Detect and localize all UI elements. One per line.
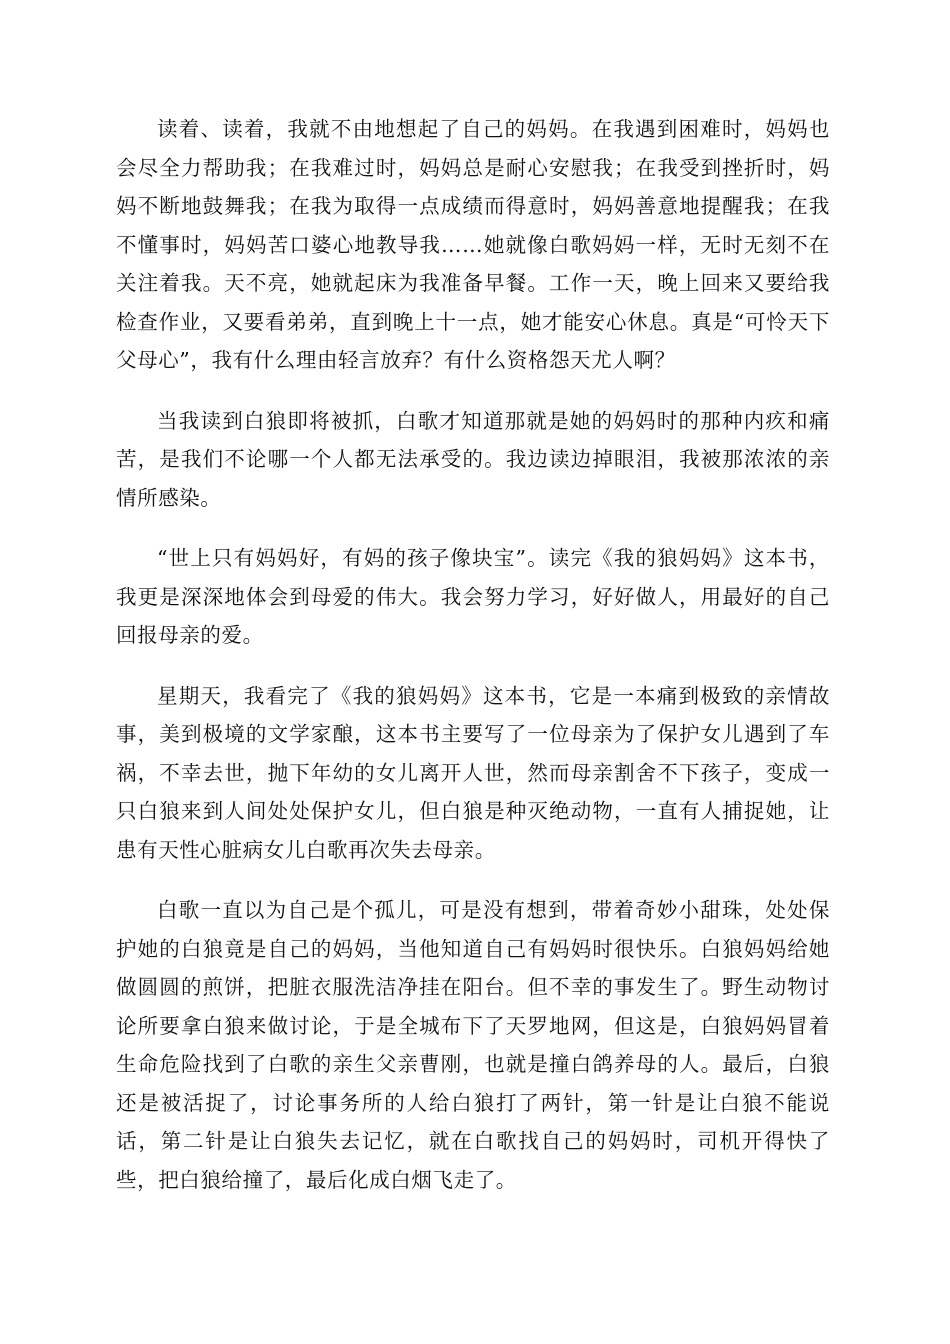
paragraph-2: 当我读到白狼即将被抓，白歌才知道那就是她的妈妈时的那种内疚和痛苦，是我们不论哪一个人都无法承受的。我边读边掉眼泪，我被那浓浓的亲情所感染。 <box>116 408 830 510</box>
paragraph-5: 白歌一直以为自己是个孤儿，可是没有想到，带着奇妙小甜珠，处处保护她的白狼竟是自己的妈妈，当他知道自己有妈妈时很快乐。白狼妈妈给她做圆圆的煎饼，把脏衣服洗洁净挂在阳台。但不幸的事发生了。野生动物讨论所要拿白狼来做讨论，于是全城布下了天罗地网，但这是，白狼妈妈冒着生命危险找到了白歌的亲生父亲曹刚，也就是撞白鸽养母的人。最后，白狼还是被活捉了，讨论事务所的人给白狼打了两针，第一针是让白狼不能说话，第二针是让白狼失去记忆，就在白歌找自己的妈妈时，司机开得快了些，把白狼给撞了，最后化成白烟飞走了。 <box>116 898 830 1192</box>
document-body <box>116 110 830 1221</box>
paragraph-1: 读着、读着，我就不由地想起了自己的妈妈。在我遇到困难时，妈妈也会尽全力帮助我；在我难过时，妈妈总是耐心安慰我；在我受到挫折时，妈妈不断地鼓舞我；在我为取得一点成绩而得意时，妈妈善意地提醒我；在我不懂事时，妈妈苦口婆心地教导我……她就像白歌妈妈一样，无时无刻不在关注着我。天不亮，她就起床为我准备早餐。工作一天，晚上回来又要给我检查作业，又要看弟弟，直到晚上十一点，她才能安心休息。真是“可怜天下父母心”，我有什么理由轻言放弃？有什么资格怨天尤人啊？ <box>116 117 830 372</box>
paragraph-4: 星期天，我看完了《我的狼妈妈》这本书，它是一本痛到极致的亲情故事，美到极境的文学家酿，这本书主要写了一位母亲为了保护女儿遇到了车祸，不幸去世，抛下年幼的女儿离开人世，然而母亲割舍不下孩子，变成一只白狼来到人间处处保护女儿，但白狼是种灭绝动物，一直有人捕捉她，让患有天性心脏病女儿白歌再次失去母亲。 <box>116 683 830 862</box>
paragraph-3: “世上只有妈妈好，有妈的孩子像块宝”。读完《我的狼妈妈》这本书，我更是深深地体会到母爱的伟大。我会努力学习，好好做人，用最好的自己回报母亲的爱。 <box>116 546 830 647</box>
